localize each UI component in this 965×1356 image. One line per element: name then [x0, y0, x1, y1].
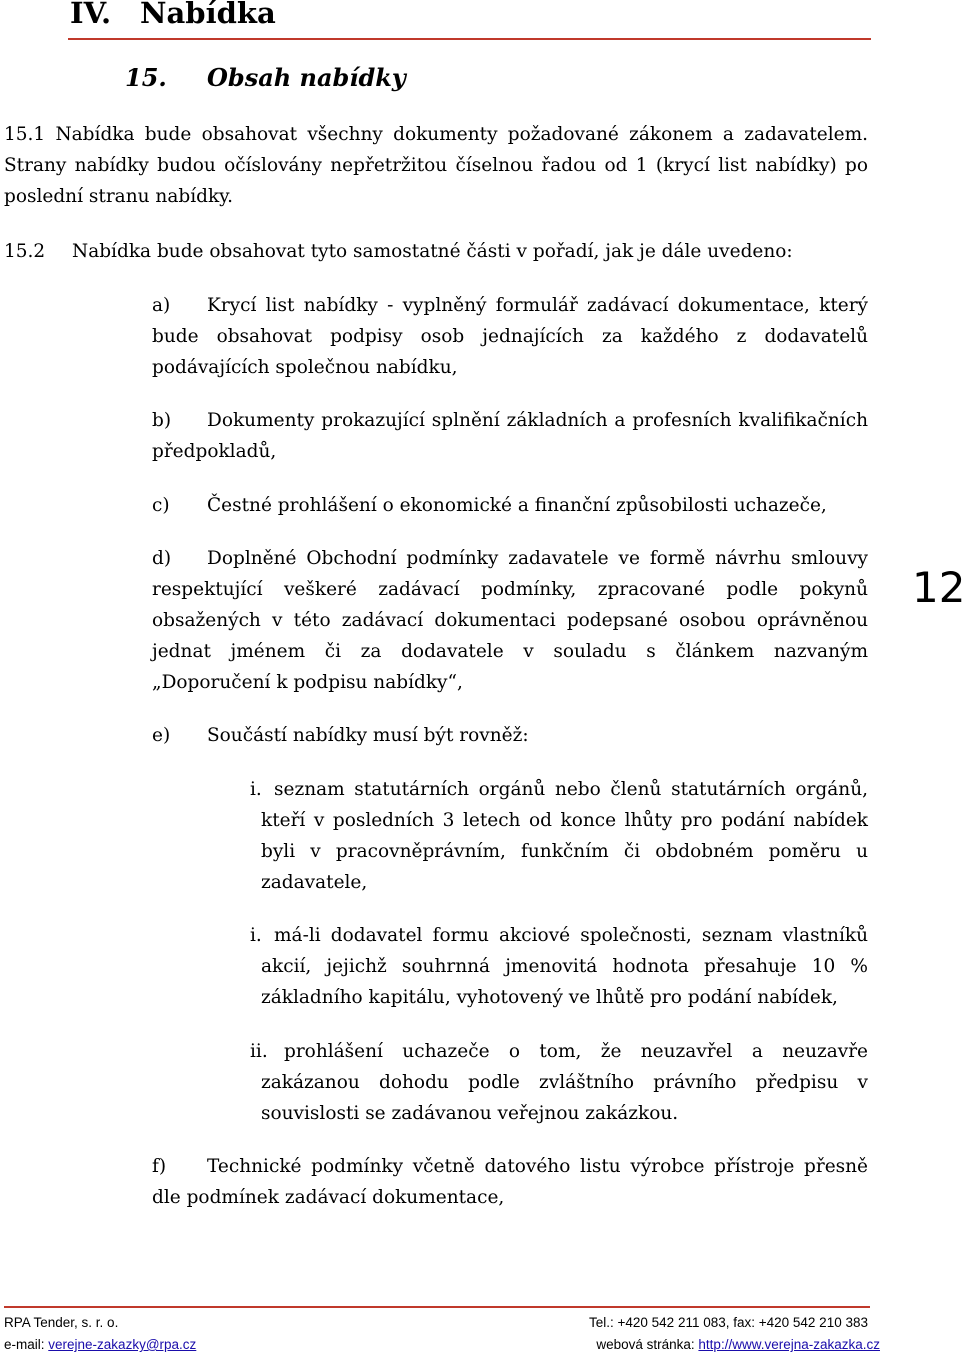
- list-item-text: Čestné prohlášení o ekonomické a finanční způsobilosti uchazeče,: [207, 495, 827, 516]
- paragraph-number: 15.1: [4, 124, 46, 145]
- chapter-number: IV.: [70, 0, 112, 30]
- section-number: 15.: [125, 63, 167, 92]
- sub-item-label: i.: [250, 779, 262, 800]
- list-item-label: f): [152, 1156, 167, 1177]
- footer-web-line: [596, 1336, 880, 1354]
- list-item-label: b): [152, 410, 172, 431]
- list-item-text: Součástí nabídky musí být rovněž:: [207, 725, 529, 746]
- sub-item-label: i.: [250, 925, 262, 946]
- sub-item-text: prohlášení uchazeče o tom, že neuzavřel a neuzavře zakázanou dohodu podle zvláštního právního předpisu v souvislosti se zadávanou veřejnou zakázkou.: [261, 1041, 868, 1124]
- sub-item-label: ii.: [250, 1041, 268, 1062]
- list-item-text: Doplněné Obchodní podmínky zadavatele ve formě návrhu smlouvy respektující veškeré zadávací podmínky, zpracované podle pokynů obsažených v této zadávací dokumentaci podepsané osobou oprávněnou jednat jménem či za dodavatele v souladu s článkem nazvaným „Doporučení k podpisu nabídky“,: [152, 548, 868, 693]
- list-item-text: Dokumenty prokazující splnění základních a profesních kvalifikačních předpokladů,: [152, 410, 868, 462]
- footer-email-link[interactable]: verejne-zakazky@rpa.cz: [48, 1337, 197, 1352]
- footer-company: RPA Tender, s. r. o.: [4, 1315, 119, 1330]
- list-item-label: c): [152, 495, 170, 516]
- footer-email-label: e-mail:: [4, 1337, 45, 1352]
- list-item-e: [152, 720, 868, 751]
- paragraph-text: Nabídka bude obsahovat všechny dokumenty požadované zákonem a zadavatelem. Strany nabídky budou očíslovány nepřetržitou číselnou řadou od 1 (krycí list nabídky) po poslední stranu nabídky.: [4, 124, 868, 207]
- sub-item-text: má-li dodavatel formu akciové společnosti, seznam vlastníků akcií, jejichž souhrnná jmenovitá hodnota přesahuje 10 % základního kapitálu, vyhotovený ve lhůtě pro podání nabídek,: [261, 925, 868, 1008]
- footer-web-link[interactable]: http://www.verejna-zakazka.cz: [698, 1337, 880, 1352]
- paragraph-15-2: [4, 236, 868, 267]
- paragraph-15-1: [4, 119, 868, 212]
- sub-item-3: [250, 1036, 868, 1129]
- list-item-text: Krycí list nabídky - vyplněný formulář zadávací dokumentace, který bude obsahovat podpisy osob jednajících za každého z dodavatelů podávajících společnou nabídku,: [152, 295, 868, 378]
- sub-item-text: seznam statutárních orgánů nebo členů statutárních orgánů, kteří v posledních 3 letech od konce lhůty pro podání nabídek byli v pracovněprávním, funkčním či obdobném poměru u zadavatele,: [261, 779, 868, 893]
- list-item-text: Technické podmínky včetně datového listu výrobce přístroje přesně dle podmínek zadávací dokumentace,: [152, 1156, 868, 1208]
- chapter-title: Nabídka: [140, 0, 276, 30]
- list-item-label: e): [152, 725, 171, 746]
- header-rule: [68, 38, 871, 40]
- page-number: 12: [912, 563, 965, 612]
- list-item-c: [152, 490, 868, 521]
- list-item-a: [152, 290, 868, 383]
- paragraph-number: 15.2: [4, 241, 46, 262]
- footer-email-line: [4, 1336, 196, 1354]
- list-item-label: a): [152, 295, 171, 316]
- paragraph-text: Nabídka bude obsahovat tyto samostatné části v pořadí, jak je dále uvedeno:: [72, 241, 793, 262]
- list-item-b: [152, 405, 868, 467]
- section-heading: [125, 62, 406, 94]
- section-title: Obsah nabídky: [207, 63, 406, 92]
- chapter-heading: [70, 0, 276, 32]
- list-item-d: [152, 543, 868, 698]
- footer-web-label: webová stránka:: [596, 1337, 695, 1352]
- list-item-label: d): [152, 548, 172, 569]
- footer-rule: [4, 1306, 870, 1308]
- sub-item-2: [250, 920, 868, 1013]
- footer-phone: Tel.: +420 542 211 083, fax: +420 542 210 383: [589, 1315, 868, 1330]
- list-item-f: [152, 1151, 868, 1213]
- sub-item-1: [250, 774, 868, 898]
